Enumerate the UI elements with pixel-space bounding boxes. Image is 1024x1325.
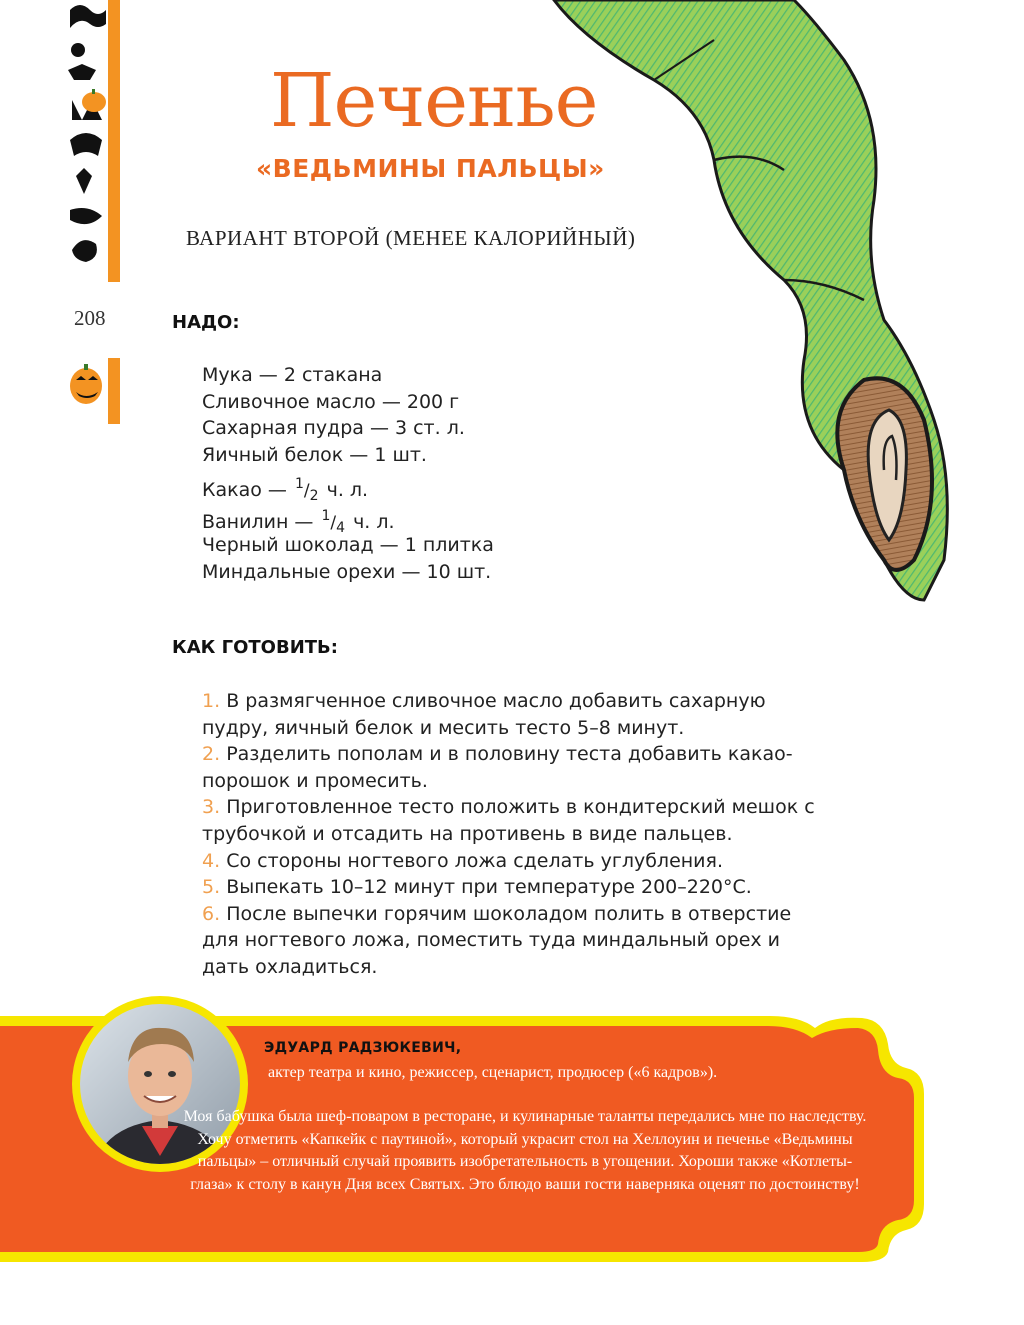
author-quote: Моя бабушка была шеф-поваром в ресторане, и кулинарные таланты передались мне по наследству. Хочу отметить «Капкейк с паутиной», который украсит стол на Хеллоуин и печенье «Ведьмины пальцы» – отличный случай проявить изобретательность в угощении. Хороши также «Котлеты-глаза» к столу в канун Дня всех Святых. Это блюдо ваши гости наверняка оценят по достоинству! xyxy=(183,1108,867,1193)
step-text: После выпечки горячим шоколадом полить в отверстие для ногтевого ложа, поместить туда миндальный орех и дать охладиться. xyxy=(202,902,792,978)
side-decor-strip xyxy=(66,0,120,430)
recipe-subtitle: «ВЕДЬМИНЫ ПАЛЬЦЫ» xyxy=(256,154,605,183)
step-number: 5. xyxy=(202,876,221,899)
step-number: 4. xyxy=(202,849,221,872)
step-text: Разделить пополам и в половину теста добавить какао-порошок и промесить. xyxy=(202,743,793,792)
recipe-title: Печенье xyxy=(270,58,598,144)
fraction-numerator: 1 xyxy=(321,508,331,524)
ingredient-unit: ч. л. xyxy=(326,479,369,501)
step-number: 1. xyxy=(202,690,221,712)
method-step xyxy=(202,688,822,741)
method-step xyxy=(202,794,822,847)
step-text: Выпекать 10–12 минут при температуре 200–220°С. xyxy=(226,876,752,899)
ingredient-unit: ч. л. xyxy=(353,511,395,533)
fraction: $^1/_2$ xyxy=(294,476,319,504)
fraction-numerator: 1 xyxy=(294,476,304,492)
step-text: Приготовленное тесто положить в кондитерский мешок с трубочкой и отсадить на противень в виде пальцев. xyxy=(202,796,815,845)
ingredient-item-vanillin xyxy=(202,500,494,536)
witch-finger-illustration xyxy=(544,0,1024,620)
step-number: 3. xyxy=(202,796,221,819)
fraction: $^1/_4$ xyxy=(321,508,346,536)
method-step xyxy=(202,741,822,794)
fraction-denominator: 2 xyxy=(309,488,319,504)
ingredient-item: Яичный белок — 1 шт. xyxy=(202,443,427,466)
step-number: 6. xyxy=(202,902,221,925)
ingredient-name: Какао — xyxy=(202,479,287,501)
ingredient-name: Ванилин — xyxy=(202,511,314,533)
ingredients-list xyxy=(202,362,494,585)
ingredient-item-cocoa xyxy=(202,468,494,504)
ingredient-item: Мука — 2 стакана xyxy=(202,364,383,386)
ingredient-item: Сливочное масло — 200 г xyxy=(202,390,460,413)
step-number: 2. xyxy=(202,743,221,766)
ingredients-heading: НАДО: xyxy=(172,312,240,333)
recipe-variant: ВАРИАНТ ВТОРОЙ (МЕНЕЕ КАЛОРИЙНЫЙ) xyxy=(186,226,636,250)
fraction-denominator: 4 xyxy=(336,520,346,536)
step-text: В размягченное сливочное масло добавить сахарную пудру, яичный белок и месить тесто 5–8 минут. xyxy=(202,690,766,739)
page-number: 208 xyxy=(74,306,106,330)
ingredient-item: Черный шоколад — 1 плитка xyxy=(202,534,494,556)
step-text: Со стороны ногтевого ложа сделать углубления. xyxy=(226,849,723,872)
method-step xyxy=(202,848,822,875)
method-step xyxy=(202,874,822,901)
method-steps xyxy=(202,688,822,981)
author-name: ЭДУАРД РАДЗЮКЕВИЧ, xyxy=(264,1040,462,1056)
author-role: актер театра и кино, режиссер, сценарист, продюсер («6 кадров»). xyxy=(268,1064,718,1081)
method-heading: КАК ГОТОВИТЬ: xyxy=(172,637,338,658)
ingredient-item: Миндальные орехи — 10 шт. xyxy=(202,560,492,583)
ingredient-item: Сахарная пудра — 3 ст. л. xyxy=(202,417,465,439)
method-step xyxy=(202,901,822,981)
